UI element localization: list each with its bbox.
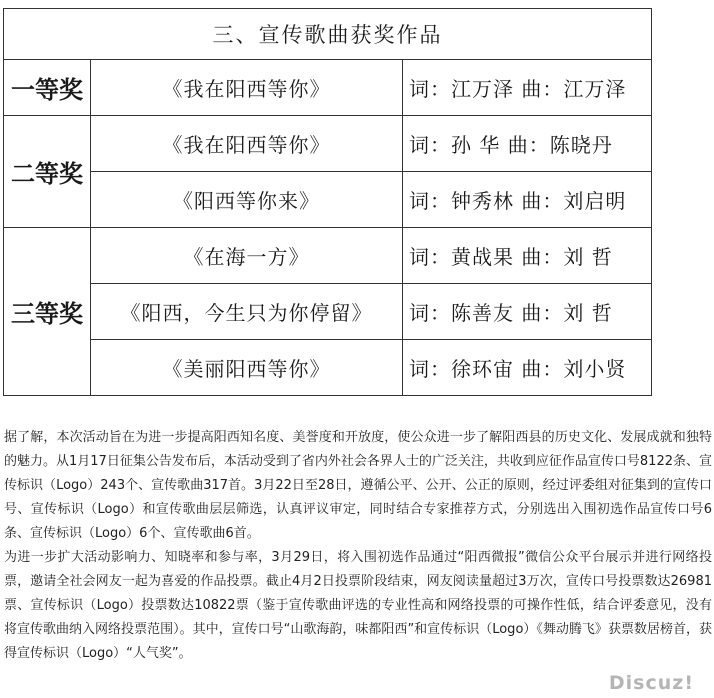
article-paragraph: 为进一步扩大活动影响力、知晓率和参与率，3月29日，将入围初选作品通过“阳西微报”微信公众平台展示并进行网络投票，邀请全社会网友一起为喜爱的作品投票。截止4月2日投票阶段结束，网友阅读量超过3万次，宣传口号投票数达26981票、宣传标识（Logo）投票数达10822票（鉴于宣传歌曲评选的专业性高和网络投票的可操作性低，结合评委意见，没有将宣传歌曲纳入网络投票范围）。其中，宣传口号“山歌海韵，味都阳西”和宣传标识（Logo）《舞动腾飞》获票数居榜首，获得宣传标识（Logo）“人气奖”。 — [4, 550, 712, 661]
forum-watermark: Discuz! — [608, 672, 694, 694]
prize-first: 一等奖 — [4, 60, 91, 116]
prize-second: 二等奖 — [4, 116, 91, 228]
song-credit: 词：孙 华 曲：陈晓丹 — [403, 116, 652, 172]
award-table — [3, 8, 652, 396]
song-credit: 词：陈善友 曲：刘 哲 — [403, 284, 652, 340]
article-body — [4, 426, 712, 666]
prize-third: 三等奖 — [4, 228, 91, 396]
song-credit: 词：钟秀林 曲：刘启明 — [403, 172, 652, 228]
song-credit: 词：黄战果 曲：刘 哲 — [403, 228, 652, 284]
song-credit: 词：徐环宙 曲：刘小贤 — [403, 340, 652, 396]
table-title: 三、宣传歌曲获奖作品 — [4, 9, 652, 60]
article-paragraph: 据了解，本次活动旨在为进一步提高阳西知名度、美誉度和开放度，使公众进一步了解阳西县的历史文化、发展成就和独特的魅力。从1月17日征集公告发布后，本活动受到了省内外社会各界人士的广泛关注，共收到应征作品宣传口号8122条、宣传标识（Logo）243个、宣传歌曲317首。3月22日至28日，遵循公平、公开、公正的原则，经过评委组对征集到的宣传口号、宣传标识（Logo）和宣传歌曲层层筛选，认真评议审定，同时结合专家推荐方式，分别选出入围初选作品宣传口号6条、宣传标识（Logo）6个、宣传歌曲6首。 — [4, 430, 712, 541]
song-title: 《阳西等你来》 — [91, 172, 403, 228]
song-title: 《阳西，今生只为你停留》 — [91, 284, 403, 340]
song-title: 《我在阳西等你》 — [91, 60, 403, 116]
song-title: 《我在阳西等你》 — [91, 116, 403, 172]
song-title: 《美丽阳西等你》 — [91, 340, 403, 396]
song-credit: 词：江万泽 曲：江万泽 — [403, 60, 652, 116]
song-title: 《在海一方》 — [91, 228, 403, 284]
